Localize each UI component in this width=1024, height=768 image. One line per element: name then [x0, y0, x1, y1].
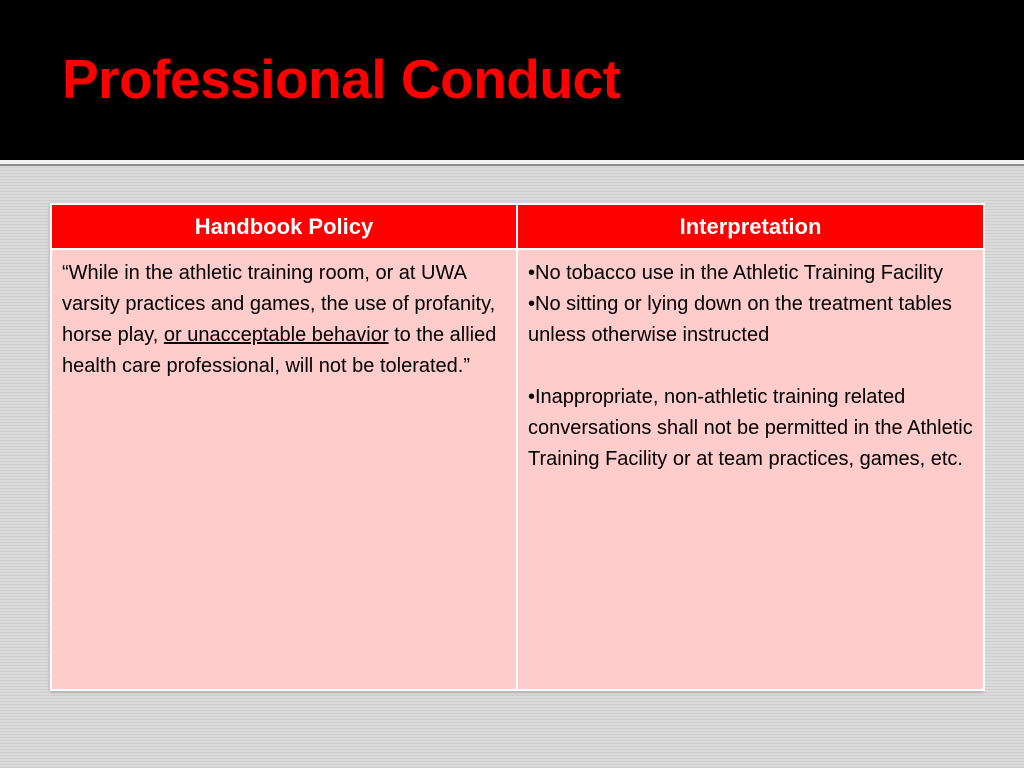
column-header-handbook-policy: Handbook Policy	[51, 204, 517, 249]
interpretation-item-tables: •No sitting or lying down on the treatment tables unless otherwise instructed	[528, 293, 952, 346]
header-divider	[0, 160, 1024, 166]
policy-text-underlined: or unacceptable behavior	[163, 324, 389, 346]
slide-title: Professional Conduct	[62, 48, 621, 110]
handbook-policy-cell	[51, 249, 517, 690]
interpretation-item-conversations: •Inappropriate, non-athletic training related conversations shall not be permitted in the Athletic Training Facility or at team practices, games, etc.	[528, 386, 973, 470]
slide-header	[0, 0, 1024, 160]
table-row	[51, 249, 984, 690]
interpretation-cell	[517, 249, 984, 690]
policy-text-part1: “While in the athletic training room, or at UWA varsity practices and games, the use of profanity, horse play,	[62, 262, 496, 346]
interpretation-item-tobacco: •No tobacco use in the Athletic Training Facility	[528, 262, 943, 284]
policy-text-part2: to the allied health care professional, will not be tolerated.”	[62, 324, 497, 377]
column-header-interpretation: Interpretation	[517, 204, 984, 249]
policy-table-container	[50, 203, 983, 691]
table-header-row	[51, 204, 984, 249]
policy-table	[50, 203, 985, 691]
interpretation-spacer	[528, 351, 973, 382]
